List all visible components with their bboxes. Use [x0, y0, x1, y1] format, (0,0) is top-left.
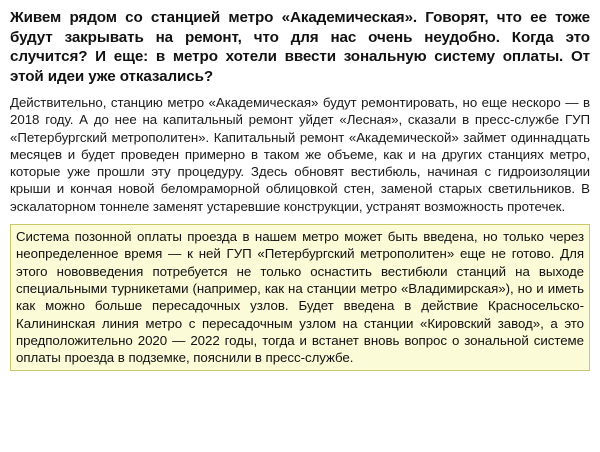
answer-paragraph: Действительно, станцию метро «Академическая» будут ремонтировать, но еще нескоро — в 2018 году. А до нее на капитальный ремонт уйдет «Лесная», сказали в пресс-службе ГУП «Петербургский метрополитен». Капитальный ремонт «Академической» займет одиннадцать месяцев и будет проведен примерно в таком же объеме, как и на других станциях метро, которые уже прошли эту процедуру. Здесь обновят вестибюль, начиная с гидроизоляции крыши и кончая новой беломраморной облицовкой стен, заменой старых светильников. В эскалаторном тоннеле заменят устаревшие конструкции, устранят возможность протечек. [10, 95, 590, 214]
highlighted-text-block [10, 224, 590, 371]
highlighted-paragraph: Система позонной оплаты проезда в нашем метро может быть введена, но только через неопределенное время — к ней ГУП «Петербургский метрополитен» еще не готово. Для этого нововведения потребуется не только оснастить вестибюли станций на выходе специальными турникетами (например, как на станции метро «Владимирская»), но и иметь как можно больше пересадочных узлов. Будет введена в действие Красносельско-Калининская линия метро с пересадочным узлом на станции «Кировский завод», а это предположительно 2020 — 2022 годы, тогда и встанет вновь вопрос о зональной системе оплаты проезда в подземке, пояснили в пресс-службе. [16, 229, 584, 366]
question-text: Живем рядом со станцией метро «Академическая». Говорят, что ее тоже будут закрывать на ремонт, что для нас очень неудобно. Когда это случится? И еще: в метро хотели ввести зональную систему оплаты. От этой идеи уже отказались? [10, 9, 590, 85]
